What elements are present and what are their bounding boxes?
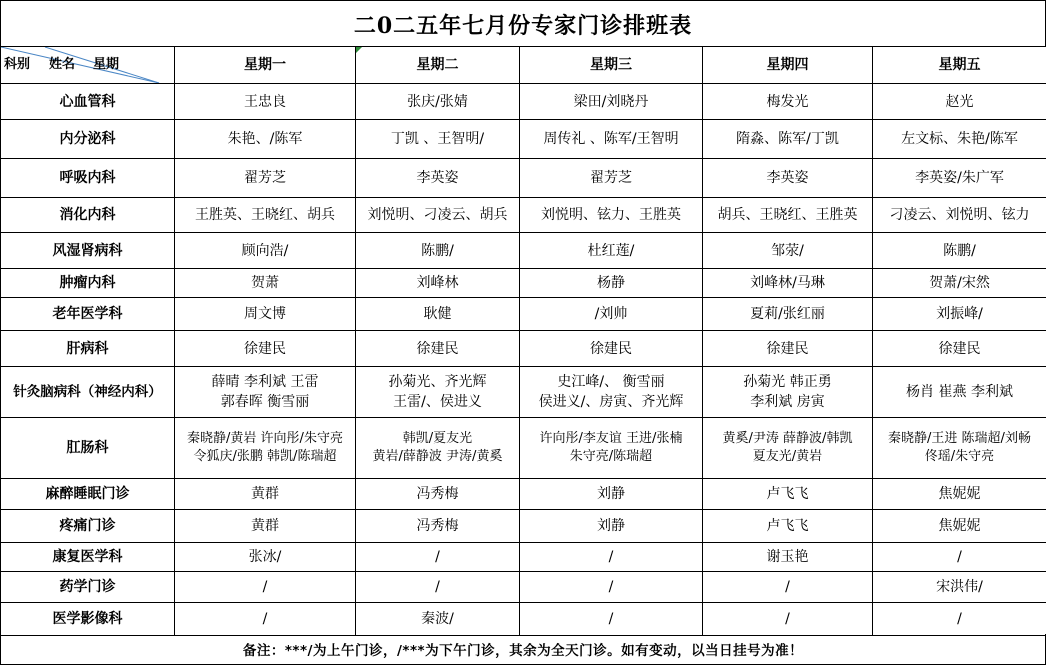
doctor-names: 卢飞飞 bbox=[766, 518, 809, 534]
doctor-names: 令狐庆/张鹏 韩凯/陈瑞超 bbox=[193, 449, 337, 464]
schedule-cell-thu bbox=[703, 233, 873, 269]
schedule-cell-thu bbox=[703, 159, 873, 198]
schedule-cell-wed bbox=[520, 298, 703, 331]
doctor-names: 朱守亮/陈瑞超 bbox=[569, 449, 653, 464]
schedule-cell-fri bbox=[873, 298, 1046, 331]
schedule-table bbox=[0, 46, 1046, 636]
doctor-names: 周传礼 、陈军/王智明 bbox=[543, 131, 679, 147]
doctor-names: 黄群 bbox=[251, 518, 279, 534]
schedule-cell-fri bbox=[873, 269, 1046, 298]
schedule-title: 二0二五年七月份专家门诊排班表 bbox=[0, 0, 1046, 47]
schedule-cell-mon bbox=[175, 510, 356, 543]
schedule-row bbox=[1, 198, 1046, 233]
doctor-names: 杨肖 崔燕 李利斌 bbox=[906, 384, 1013, 400]
schedule-cell-mon bbox=[175, 120, 356, 159]
schedule-cell-wed bbox=[520, 198, 703, 233]
doctor-names: 陈鹏/ bbox=[943, 242, 976, 259]
doctor-names: 徐建民 bbox=[766, 340, 809, 357]
doctor-names: 许向彤/李友谊 王进/张楠 bbox=[539, 431, 683, 446]
doctor-names: 刘峰林/马琳 bbox=[750, 275, 825, 291]
schedule-cell-mon bbox=[175, 367, 356, 418]
doctor-names: 焦妮妮 bbox=[938, 486, 981, 502]
doctor-names: 孙菊光 韩正勇 bbox=[743, 374, 832, 390]
doctor-names: 隋淼、陈军/丁凯 bbox=[736, 131, 839, 147]
schedule-cell-thu bbox=[703, 198, 873, 233]
schedule-cell-thu bbox=[703, 543, 873, 572]
schedule-cell-thu bbox=[703, 572, 873, 603]
schedule-cell-mon bbox=[175, 159, 356, 198]
schedule-cell-mon bbox=[175, 479, 356, 510]
doctor-names: / bbox=[435, 579, 440, 595]
schedule-cell-fri bbox=[873, 603, 1046, 636]
schedule-cell-tue bbox=[356, 572, 520, 603]
doctor-names: 杜红莲/ bbox=[587, 242, 635, 259]
schedule-cell-wed bbox=[520, 510, 703, 543]
schedule-cell-mon bbox=[175, 233, 356, 269]
doctor-names: 黄岩/薛静波 尹涛/黄奚 bbox=[372, 449, 503, 464]
schedule-cell-wed bbox=[520, 159, 703, 198]
doctor-names: 梁田/刘晓丹 bbox=[573, 93, 649, 110]
schedule-cell-thu bbox=[703, 479, 873, 510]
schedule-cell-fri bbox=[873, 418, 1046, 479]
doctor-names: / bbox=[785, 579, 790, 595]
doctor-names: / bbox=[785, 611, 790, 627]
schedule-row bbox=[1, 603, 1046, 636]
schedule-cell-mon bbox=[175, 84, 356, 120]
schedule-cell-mon bbox=[175, 572, 356, 603]
schedule-cell-tue bbox=[356, 510, 520, 543]
doctor-names: 张冰/ bbox=[248, 549, 282, 565]
corner-dept-label: 科别 bbox=[4, 57, 31, 72]
doctor-names: 薛晴 李利斌 王雷 bbox=[211, 374, 319, 390]
schedule-cell-mon bbox=[175, 603, 356, 636]
department-name: 疼痛门诊 bbox=[1, 510, 175, 543]
schedule-cell-tue bbox=[356, 367, 520, 418]
doctor-names: / bbox=[262, 611, 268, 627]
schedule-row bbox=[1, 269, 1046, 298]
schedule-note: 备注：***/为上午门诊，/***为下午门诊，其余为全天门诊。如有变动，以当日挂号为准！ bbox=[0, 634, 1046, 665]
schedule-cell-fri bbox=[873, 198, 1046, 233]
department-name: 康复医学科 bbox=[1, 543, 175, 572]
schedule-cell-fri bbox=[873, 479, 1046, 510]
schedule-cell-fri bbox=[873, 84, 1046, 120]
doctor-names: 宋洪伟/ bbox=[936, 579, 983, 595]
schedule-cell-wed bbox=[520, 331, 703, 367]
schedule-cell-fri bbox=[873, 543, 1046, 572]
doctor-names: 胡兵、王晓红、王胜英 bbox=[717, 207, 858, 223]
day-header-fri: 星期五 bbox=[873, 47, 1046, 84]
comment-marker bbox=[356, 47, 362, 53]
department-name: 肛肠科 bbox=[1, 418, 175, 479]
schedule-cell-tue bbox=[356, 159, 520, 198]
doctor-names: 李英姿/朱广军 bbox=[915, 170, 1004, 186]
schedule-row bbox=[1, 120, 1046, 159]
doctor-names: 刘静 bbox=[597, 518, 625, 534]
doctor-names: / bbox=[262, 579, 268, 595]
schedule-cell-tue bbox=[356, 269, 520, 298]
schedule-row bbox=[1, 510, 1046, 543]
schedule-cell-wed bbox=[520, 572, 703, 603]
schedule-row bbox=[1, 479, 1046, 510]
doctor-names: 徐建民 bbox=[938, 340, 981, 357]
schedule-row bbox=[1, 572, 1046, 603]
doctor-names: / bbox=[957, 611, 962, 627]
doctor-names: 丁凯 、王智明/ bbox=[390, 131, 485, 147]
doctor-names: 左文标、朱艳/陈军 bbox=[901, 131, 1018, 147]
schedule-row bbox=[1, 367, 1046, 418]
schedule-cell-fri bbox=[873, 572, 1046, 603]
schedule-cell-mon bbox=[175, 418, 356, 479]
corner-name-label: 姓名 bbox=[49, 57, 76, 72]
doctor-names: 徐建民 bbox=[416, 340, 459, 357]
department-name: 药学门诊 bbox=[1, 572, 175, 603]
doctor-names: 赵光 bbox=[945, 93, 974, 110]
schedule-cell-tue bbox=[356, 543, 520, 572]
schedule-cell-wed bbox=[520, 367, 703, 418]
schedule-cell-mon bbox=[175, 198, 356, 233]
doctor-names: 刘静 bbox=[597, 486, 625, 502]
department-name: 内分泌科 bbox=[1, 120, 175, 159]
schedule-cell-thu bbox=[703, 418, 873, 479]
schedule-cell-wed bbox=[520, 603, 703, 636]
doctor-names: / bbox=[608, 579, 614, 595]
department-name: 呼吸内科 bbox=[1, 159, 175, 198]
doctor-names: 刘振峰/ bbox=[936, 306, 983, 322]
schedule-cell-thu bbox=[703, 120, 873, 159]
schedule-cell-mon bbox=[175, 298, 356, 331]
schedule-cell-thu bbox=[703, 510, 873, 543]
doctor-names: / bbox=[608, 611, 614, 627]
doctor-names: 徐建民 bbox=[244, 340, 286, 357]
schedule-cell-tue bbox=[356, 198, 520, 233]
department-name: 肿瘤内科 bbox=[1, 269, 175, 298]
schedule-cell-tue bbox=[356, 418, 520, 479]
schedule-cell-tue bbox=[356, 298, 520, 331]
doctor-names: / bbox=[435, 549, 440, 565]
schedule-cell-fri bbox=[873, 233, 1046, 269]
doctor-names: 史江峰/、 衡雪丽 bbox=[557, 374, 665, 390]
schedule-cell-tue bbox=[356, 84, 520, 120]
schedule-cell-fri bbox=[873, 159, 1046, 198]
doctor-names: 朱艳、/陈军 bbox=[227, 131, 303, 147]
doctor-names: 梅发光 bbox=[766, 93, 809, 110]
schedule-cell-mon bbox=[175, 331, 356, 367]
doctor-names: 夏莉/张红丽 bbox=[750, 306, 825, 322]
doctor-names: 刁凌云、刘悦明、铉力 bbox=[889, 207, 1030, 223]
department-name: 肝病科 bbox=[1, 331, 175, 367]
doctor-names: 秦晓静/黄岩 许向彤/朱守亮 bbox=[187, 431, 343, 446]
doctor-names: 李英姿 bbox=[766, 170, 809, 186]
doctor-names: 秦晓静/王进 陈瑞超/刘畅 bbox=[888, 431, 1031, 446]
day-header-thu: 星期四 bbox=[703, 47, 873, 84]
schedule-cell-tue bbox=[356, 233, 520, 269]
schedule-cell-thu bbox=[703, 603, 873, 636]
day-header-tue bbox=[356, 47, 520, 84]
doctor-names: 李利斌 房寅 bbox=[750, 394, 825, 410]
doctor-names: / bbox=[608, 549, 614, 565]
schedule-cell-wed bbox=[520, 269, 703, 298]
corner-weekday-label: 星期 bbox=[93, 57, 120, 72]
doctor-names: 翟芳芝 bbox=[590, 170, 632, 186]
schedule-row bbox=[1, 298, 1046, 331]
schedule-row bbox=[1, 84, 1046, 120]
schedule-cell-wed bbox=[520, 543, 703, 572]
department-name: 麻醉睡眠门诊 bbox=[1, 479, 175, 510]
doctor-names: 王忠良 bbox=[244, 93, 286, 110]
doctor-names: 贺萧/宋然 bbox=[929, 275, 990, 291]
schedule-row bbox=[1, 418, 1046, 479]
schedule-row bbox=[1, 159, 1046, 198]
department-name: 老年医学科 bbox=[1, 298, 175, 331]
header-row bbox=[1, 47, 1046, 84]
schedule-cell-wed bbox=[520, 84, 703, 120]
schedule-cell-tue bbox=[356, 120, 520, 159]
doctor-names: 焦妮妮 bbox=[938, 518, 981, 534]
department-name: 风湿肾病科 bbox=[1, 233, 175, 269]
doctor-names: 耿健 bbox=[423, 306, 452, 322]
day-header-tue-label: 星期二 bbox=[416, 57, 459, 73]
day-header-mon: 星期一 bbox=[175, 47, 356, 84]
doctor-names: /刘帅 bbox=[594, 306, 628, 322]
doctor-names: 黄奚/尹涛 薛静波/韩凯 bbox=[722, 431, 853, 446]
schedule-cell-tue bbox=[356, 603, 520, 636]
schedule-cell-wed bbox=[520, 479, 703, 510]
schedule-cell-mon bbox=[175, 269, 356, 298]
doctor-names: 刘悦明、铉力、王胜英 bbox=[541, 207, 681, 223]
doctor-names: 郭春晖 衡雪丽 bbox=[220, 394, 310, 410]
schedule-row bbox=[1, 233, 1046, 269]
schedule-cell-wed bbox=[520, 233, 703, 269]
doctor-names: / bbox=[957, 549, 962, 565]
doctor-names: 韩凯/夏友光 bbox=[402, 431, 473, 446]
department-name: 消化内科 bbox=[1, 198, 175, 233]
schedule-cell-thu bbox=[703, 269, 873, 298]
schedule-cell-thu bbox=[703, 331, 873, 367]
department-name: 针灸脑病科（神经内科） bbox=[1, 367, 175, 418]
schedule-row bbox=[1, 331, 1046, 367]
doctor-names: 刘悦明、刁凌云、胡兵 bbox=[367, 207, 508, 223]
doctor-names: 王雷/、侯进义 bbox=[393, 394, 482, 410]
schedule-cell-wed bbox=[520, 120, 703, 159]
doctor-names: 陈鹏/ bbox=[421, 242, 454, 259]
schedule-cell-tue bbox=[356, 479, 520, 510]
schedule-cell-fri bbox=[873, 367, 1046, 418]
schedule-cell-fri bbox=[873, 510, 1046, 543]
doctor-names: 佟瑶/朱守亮 bbox=[924, 449, 995, 464]
schedule-cell-fri bbox=[873, 331, 1046, 367]
doctor-names: 徐建民 bbox=[590, 340, 632, 357]
doctor-names: 秦波/ bbox=[421, 611, 454, 627]
doctor-names: 刘峰林 bbox=[416, 275, 459, 291]
doctor-names: 顾向浩/ bbox=[241, 242, 289, 259]
doctor-names: 周文博 bbox=[244, 306, 286, 322]
department-name: 医学影像科 bbox=[1, 603, 175, 636]
doctor-names: 冯秀梅 bbox=[416, 518, 459, 534]
doctor-names: 孙菊光、齐光辉 bbox=[388, 374, 487, 390]
doctor-names: 侯进义/、房寅、齐光辉 bbox=[538, 394, 684, 410]
doctor-names: 贺萧 bbox=[251, 275, 279, 291]
doctor-names: 夏友光/黄岩 bbox=[752, 449, 823, 464]
schedule-cell-fri bbox=[873, 120, 1046, 159]
schedule-cell-wed bbox=[520, 418, 703, 479]
doctor-names: 张庆/张婧 bbox=[407, 93, 468, 110]
doctor-names: 黄群 bbox=[251, 486, 279, 502]
doctor-names: 李英姿 bbox=[416, 170, 459, 186]
schedule-cell-thu bbox=[703, 84, 873, 120]
schedule-row bbox=[1, 543, 1046, 572]
doctor-names: 冯秀梅 bbox=[416, 486, 459, 502]
corner-header-cell bbox=[1, 47, 175, 84]
schedule-cell-thu bbox=[703, 298, 873, 331]
schedule-cell-mon bbox=[175, 543, 356, 572]
schedule-cell-thu bbox=[703, 367, 873, 418]
doctor-names: 卢飞飞 bbox=[766, 486, 809, 502]
schedule-cell-tue bbox=[356, 331, 520, 367]
doctor-names: 翟芳芝 bbox=[244, 170, 286, 186]
day-header-wed: 星期三 bbox=[520, 47, 703, 84]
doctor-names: 谢玉艳 bbox=[766, 549, 809, 565]
department-name: 心血管科 bbox=[1, 84, 175, 120]
doctor-names: 王胜英、王晓红、胡兵 bbox=[195, 207, 335, 223]
doctor-names: 邹荥/ bbox=[771, 242, 804, 259]
doctor-names: 杨静 bbox=[597, 275, 625, 291]
